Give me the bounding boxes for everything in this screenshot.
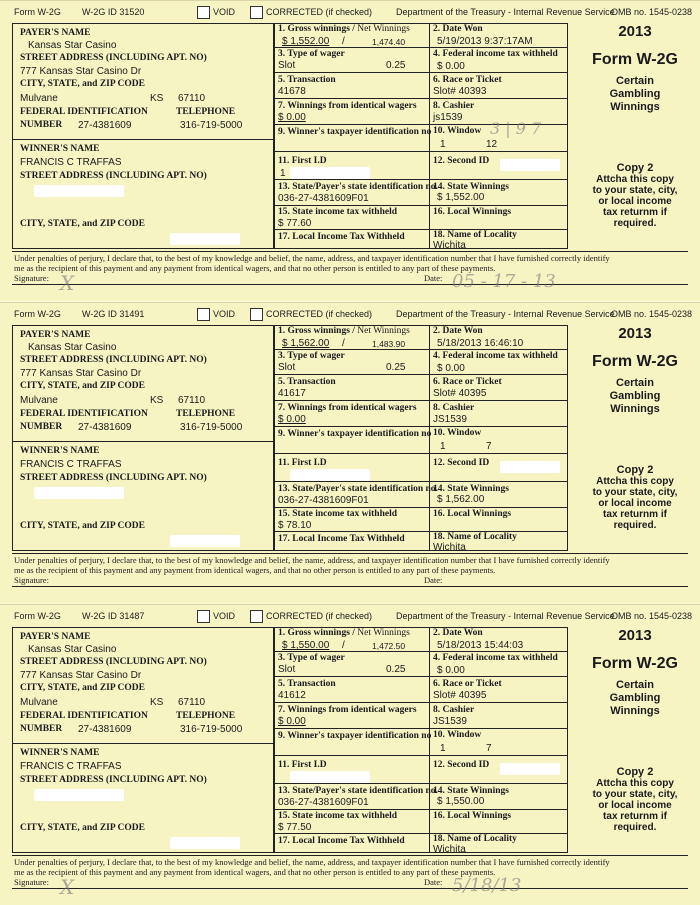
cashier: js1539 [433, 112, 463, 123]
date-won: 5/18/2013 16:46:10 [437, 338, 524, 349]
omb-number: OMB no. 1545-0238 [611, 611, 693, 621]
form-label: Form W-2G [14, 611, 61, 621]
winner-name-label: WINNER'S NAME [20, 144, 100, 154]
handwritten-note: 3 | 9 7 [490, 119, 542, 138]
redacted-first-id [290, 469, 370, 481]
date-label: Date: [424, 273, 443, 283]
penalty-line-2: me as the recipient of this payment and any payment from identical wagers, and that no other person is entitled to any part of these payments. [14, 867, 496, 877]
box1-label: 1. Gross winnings / Net Winnings [278, 24, 410, 34]
box6-label: 6. Race or Ticket [433, 377, 502, 387]
payer-street: 777 Kansas Star Casino Dr [20, 670, 142, 681]
void-checkbox[interactable] [197, 308, 210, 321]
form-id: W-2G ID 31487 [82, 611, 145, 621]
grid-line [274, 702, 568, 703]
window-b: 7 [486, 441, 492, 452]
wager-type: Slot [278, 362, 296, 373]
payer-street-label: STREET ADDRESS (INCLUDING APT. NO) [20, 355, 207, 365]
box12-label: 12. Second ID [433, 156, 490, 166]
telephone-label: TELEPHONE [176, 409, 236, 419]
payer-name-label: PAYER'S NAME [20, 28, 91, 38]
box17-label: 17. Local Income Tax Withheld [278, 534, 405, 544]
state-id: 036-27-4381609F01 [278, 797, 369, 808]
box9-label: 9. Winner's taxpayer identification no [278, 429, 432, 439]
form-label: Form W-2G [14, 309, 61, 319]
payer-city-label: CITY, STATE, and ZIP CODE [20, 79, 145, 89]
box3-label: 3. Type of wager [278, 653, 345, 663]
box9-label: 9. Winner's taxpayer identification no [278, 127, 432, 137]
wager-type: Slot [278, 60, 296, 71]
grid-line [274, 72, 568, 73]
grid-line [274, 809, 568, 810]
winner-name: FRANCIS C TRAFFAS [20, 761, 122, 772]
box13-label: 13. State/Payer's state identification no. [278, 182, 438, 192]
department-label: Department of the Treasury - Internal Revenue Service [396, 309, 615, 319]
box13-label: 13. State/Payer's state identification no. [278, 484, 438, 494]
identical-wagers: $ 0.00 [278, 112, 306, 123]
form-description: Certain Gambling Winnings [609, 377, 661, 415]
signature-line [12, 586, 688, 587]
box11-label: 11. First I.D [278, 760, 327, 770]
signature-line [12, 284, 688, 285]
department-label: Department of the Treasury - Internal Revenue Service [396, 611, 615, 621]
number-label: NUMBER [20, 120, 63, 130]
form-description: Certain Gambling Winnings [609, 75, 661, 113]
telephone-number: 316-719-5000 [180, 120, 243, 131]
number-label: NUMBER [20, 422, 63, 432]
tax-year: 2013 [618, 627, 652, 644]
grid-line [274, 676, 568, 677]
slash: / [342, 36, 345, 47]
identical-wagers: $ 0.00 [278, 716, 306, 727]
void-label: VOID [213, 7, 236, 17]
grid-line [274, 481, 568, 482]
payer-name: Kansas Star Casino [28, 342, 117, 353]
box10-label: 10. Window [433, 126, 482, 136]
corrected-checkbox[interactable] [250, 610, 263, 623]
box7-label: 7. Winnings from identical wagers [278, 705, 417, 715]
state-tax-withheld: $ 77.50 [278, 822, 312, 833]
state-tax-withheld: $ 77.60 [278, 218, 312, 229]
box5-label: 5. Transaction [278, 679, 336, 689]
box7-label: 7. Winnings from identical wagers [278, 101, 417, 111]
box14-label: 14. State Winnings [433, 786, 509, 796]
box15-label: 15. State income tax withheld [278, 207, 398, 217]
payer-city-label: CITY, STATE, and ZIP CODE [20, 381, 145, 391]
federal-tax-withheld: $ 0.00 [437, 61, 465, 72]
payer-name: Kansas Star Casino [28, 40, 117, 51]
fein-number: 27-4381609 [78, 724, 132, 735]
signature-label: Signature: [14, 575, 49, 585]
wager-amount: 0.25 [386, 60, 406, 71]
corrected-label: CORRECTED (if checked) [266, 611, 373, 621]
handwritten-signature: X [60, 875, 75, 899]
box6-label: 6. Race or Ticket [433, 679, 502, 689]
omb-number: OMB no. 1545-0238 [611, 309, 693, 319]
redacted-address [34, 487, 124, 499]
date-won: 5/19/2013 9:37:17AM [437, 36, 533, 47]
winner-city-label: CITY, STATE, and ZIP CODE [20, 823, 145, 833]
date-won: 5/18/2013 15:44:03 [437, 640, 524, 651]
grid-line [274, 205, 568, 206]
cashier: JS1539 [433, 414, 467, 425]
handwritten-date: 05 - 17 - 13 [452, 271, 556, 292]
box18-label: 18. Name of Locality [433, 834, 517, 844]
race-ticket: Slot# 40395 [433, 690, 487, 701]
number-label: NUMBER [20, 724, 63, 734]
grid-line [274, 179, 568, 180]
box5-label: 5. Transaction [278, 75, 336, 85]
box16-label: 16. Local Winnings [433, 207, 512, 217]
box15-label: 15. State income tax withheld [278, 509, 398, 519]
form-id: W-2G ID 31491 [82, 309, 145, 319]
payer-city: Mulvane [20, 697, 58, 708]
form-header [12, 307, 693, 321]
grid-line [274, 47, 568, 48]
winner-city-label: CITY, STATE, and ZIP CODE [20, 219, 145, 229]
redacted-city [170, 535, 240, 547]
locality: Wichita [433, 844, 466, 855]
copy-instructions: Copy 2 Attcha this copy to your state, city, or local income tax returnm if required. [592, 464, 678, 531]
telephone-label: TELEPHONE [176, 107, 236, 117]
payer-zip: 67110 [178, 93, 206, 104]
box17-label: 17. Local Income Tax Withheld [278, 836, 405, 846]
grid-line [274, 374, 568, 375]
payer-zip: 67110 [178, 697, 206, 708]
handwritten-date: 5/18/13 [452, 875, 522, 896]
redacted-city [170, 233, 240, 245]
box14-label: 14. State Winnings [433, 182, 509, 192]
penalty-divider [12, 251, 688, 252]
form-title: Form W-2G [592, 353, 678, 370]
redacted-first-id [290, 167, 370, 179]
redacted-second-id [500, 159, 560, 171]
state-id: 036-27-4381609F01 [278, 193, 369, 204]
divider [12, 441, 274, 442]
box2-label: 2. Date Won [433, 628, 483, 638]
box3-label: 3. Type of wager [278, 351, 345, 361]
winner-street-label: STREET ADDRESS (INCLUDING APT. NO) [20, 171, 207, 181]
locality: Wichita [433, 542, 466, 553]
payer-street: 777 Kansas Star Casino Dr [20, 66, 142, 77]
grid-line [274, 349, 568, 350]
federal-tax-withheld: $ 0.00 [437, 665, 465, 676]
fein-label: FEDERAL IDENTIFICATION [20, 107, 148, 117]
box3-label: 3. Type of wager [278, 49, 345, 59]
w2g-form [0, 302, 700, 603]
identical-wagers: $ 0.00 [278, 414, 306, 425]
window-b: 7 [486, 743, 492, 754]
payer-state: KS [150, 395, 164, 406]
telephone-number: 316-719-5000 [180, 422, 243, 433]
payer-city: Mulvane [20, 93, 58, 104]
telephone-number: 316-719-5000 [180, 724, 243, 735]
state-winnings: $ 1,552.00 [437, 192, 485, 203]
payer-city: Mulvane [20, 395, 58, 406]
wager-amount: 0.25 [386, 362, 406, 373]
grid-line [274, 728, 568, 729]
grid-line [274, 507, 568, 508]
payer-street-label: STREET ADDRESS (INCLUDING APT. NO) [20, 657, 207, 667]
grid-line [274, 755, 568, 756]
window-a: 1 [440, 743, 446, 754]
penalty-line-1: Under penalties of perjury, I declare that, to the best of my knowledge and belief, the name, address, and taxpayer identification number that I have furnished correctly identify [14, 857, 610, 867]
box14-label: 14. State Winnings [433, 484, 509, 494]
window-b: 12 [486, 139, 498, 150]
box4-label: 4. Federal income tax withheld [433, 49, 558, 59]
box12-label: 12. Second ID [433, 760, 490, 770]
box11-label: 11. First I.D [278, 156, 327, 166]
transaction: 41612 [278, 690, 306, 701]
box4-label: 4. Federal income tax withheld [433, 351, 558, 361]
winner-name: FRANCIS C TRAFFAS [20, 459, 122, 470]
redacted-city [170, 837, 240, 849]
date-label: Date: [424, 877, 443, 887]
redacted-address [34, 789, 124, 801]
payer-street-label: STREET ADDRESS (INCLUDING APT. NO) [20, 53, 207, 63]
gross-winnings: $ 1,552.00 [282, 36, 330, 47]
winner-name-label: WINNER'S NAME [20, 748, 100, 758]
fein-number: 27-4381609 [78, 120, 132, 131]
form-title: Form W-2G [592, 51, 678, 68]
department-label: Department of the Treasury - Internal Revenue Service [396, 7, 615, 17]
payer-state: KS [150, 93, 164, 104]
signature-label: Signature: [14, 273, 49, 283]
void-label: VOID [213, 611, 236, 621]
redacted-address [34, 185, 124, 197]
divider [12, 139, 274, 140]
box18-label: 18. Name of Locality [433, 230, 517, 240]
box6-label: 6. Race or Ticket [433, 75, 502, 85]
grid-line [274, 151, 568, 152]
transaction: 41678 [278, 86, 306, 97]
void-checkbox[interactable] [197, 610, 210, 623]
box5-label: 5. Transaction [278, 377, 336, 387]
box13-label: 13. State/Payer's state identification no. [278, 786, 438, 796]
corrected-label: CORRECTED (if checked) [266, 7, 373, 17]
divider [12, 743, 274, 744]
fein-label: FEDERAL IDENTIFICATION [20, 711, 148, 721]
form-title: Form W-2G [592, 655, 678, 672]
box11-label: 11. First I.D [278, 458, 327, 468]
grid-line [274, 229, 568, 230]
first-id: 1 [280, 168, 286, 179]
tax-year: 2013 [618, 325, 652, 342]
winner-name-label: WINNER'S NAME [20, 446, 100, 456]
grid-line [274, 98, 568, 99]
payer-name: Kansas Star Casino [28, 644, 117, 655]
box10-label: 10. Window [433, 730, 482, 740]
net-winnings: 1,474.40 [372, 37, 406, 47]
copy-instructions: Copy 2 Attcha this copy to your state, city, or local income tax returnm if required. [592, 162, 678, 229]
box8-label: 8. Cashier [433, 101, 475, 111]
tax-year: 2013 [618, 23, 652, 40]
state-winnings: $ 1,562.00 [437, 494, 485, 505]
box9-label: 9. Winner's taxpayer identification no [278, 731, 432, 741]
payer-name-label: PAYER'S NAME [20, 330, 91, 340]
box12-label: 12. Second ID [433, 458, 490, 468]
box15-label: 15. State income tax withheld [278, 811, 398, 821]
state-winnings: $ 1,550.00 [437, 796, 485, 807]
telephone-label: TELEPHONE [176, 711, 236, 721]
race-ticket: Slot# 40393 [433, 86, 487, 97]
box18-label: 18. Name of Locality [433, 532, 517, 542]
form-label: Form W-2G [14, 7, 61, 17]
form-header [12, 609, 693, 623]
w2g-form [0, 0, 700, 301]
grid-line [274, 833, 568, 834]
winner-city-label: CITY, STATE, and ZIP CODE [20, 521, 145, 531]
box8-label: 8. Cashier [433, 705, 475, 715]
payer-street: 777 Kansas Star Casino Dr [20, 368, 142, 379]
grid-line [274, 400, 568, 401]
box16-label: 16. Local Winnings [433, 811, 512, 821]
grid-line [274, 651, 568, 652]
grid-line [274, 426, 568, 427]
redacted-second-id [500, 461, 560, 473]
slash: / [342, 640, 345, 651]
void-label: VOID [213, 309, 236, 319]
corrected-checkbox[interactable] [250, 308, 263, 321]
winner-street-label: STREET ADDRESS (INCLUDING APT. NO) [20, 473, 207, 483]
void-checkbox[interactable] [197, 6, 210, 19]
gross-winnings: $ 1,550.00 [282, 640, 330, 651]
payer-zip: 67110 [178, 395, 206, 406]
payer-name-label: PAYER'S NAME [20, 632, 91, 642]
fein-label: FEDERAL IDENTIFICATION [20, 409, 148, 419]
box2-label: 2. Date Won [433, 24, 483, 34]
fein-number: 27-4381609 [78, 422, 132, 433]
payer-city-label: CITY, STATE, and ZIP CODE [20, 683, 145, 693]
gross-winnings: $ 1,562.00 [282, 338, 330, 349]
transaction: 41617 [278, 388, 306, 399]
box8-label: 8. Cashier [433, 403, 475, 413]
box10-label: 10. Window [433, 428, 482, 438]
handwritten-signature: X [60, 271, 75, 295]
box1-label: 1. Gross winnings / Net Winnings [278, 326, 410, 336]
penalty-line-2: me as the recipient of this payment and any payment from identical wagers, and that no other person is entitled to any part of these payments. [14, 263, 496, 273]
copy-instructions: Copy 2 Attcha this copy to your state, city, or local income tax returnm if required. [592, 766, 678, 833]
race-ticket: Slot# 40395 [433, 388, 487, 399]
grid-line [274, 453, 568, 454]
penalty-line-2: me as the recipient of this payment and any payment from identical wagers, and that no other person is entitled to any part of these payments. [14, 565, 496, 575]
box16-label: 16. Local Winnings [433, 509, 512, 519]
grid-line [274, 783, 568, 784]
form-header [12, 5, 693, 19]
box2-label: 2. Date Won [433, 326, 483, 336]
state-tax-withheld: $ 78.10 [278, 520, 312, 531]
date-label: Date: [424, 575, 443, 585]
penalty-line-1: Under penalties of perjury, I declare that, to the best of my knowledge and belief, the name, address, and taxpayer identification number that I have furnished correctly identify [14, 253, 610, 263]
signature-line [12, 888, 688, 889]
window-a: 1 [440, 441, 446, 452]
winner-street-label: STREET ADDRESS (INCLUDING APT. NO) [20, 775, 207, 785]
signature-label: Signature: [14, 877, 49, 887]
net-winnings: 1,483.90 [372, 339, 406, 349]
locality: Wichita [433, 240, 466, 251]
payer-state: KS [150, 697, 164, 708]
net-winnings: 1,472.50 [372, 641, 406, 651]
box7-label: 7. Winnings from identical wagers [278, 403, 417, 413]
box1-label: 1. Gross winnings / Net Winnings [278, 628, 410, 638]
cashier: JS1539 [433, 716, 467, 727]
penalty-line-1: Under penalties of perjury, I declare that, to the best of my knowledge and belief, the name, address, and taxpayer identification number that I have furnished correctly identify [14, 555, 610, 565]
redacted-first-id [290, 771, 370, 783]
winner-name: FRANCIS C TRAFFAS [20, 157, 122, 168]
corrected-checkbox[interactable] [250, 6, 263, 19]
state-id: 036-27-4381609F01 [278, 495, 369, 506]
box17-label: 17. Local Income Tax Withheld [278, 232, 405, 242]
wager-type: Slot [278, 664, 296, 675]
form-id: W-2G ID 31520 [82, 7, 145, 17]
wager-amount: 0.25 [386, 664, 406, 675]
federal-tax-withheld: $ 0.00 [437, 363, 465, 374]
form-description: Certain Gambling Winnings [609, 679, 661, 717]
omb-number: OMB no. 1545-0238 [611, 7, 693, 17]
penalty-divider [12, 553, 688, 554]
corrected-label: CORRECTED (if checked) [266, 309, 373, 319]
window-a: 1 [440, 139, 446, 150]
grid-line [274, 531, 568, 532]
slash: / [342, 338, 345, 349]
redacted-second-id [500, 763, 560, 775]
box4-label: 4. Federal income tax withheld [433, 653, 558, 663]
w2g-form [0, 604, 700, 905]
penalty-divider [12, 855, 688, 856]
